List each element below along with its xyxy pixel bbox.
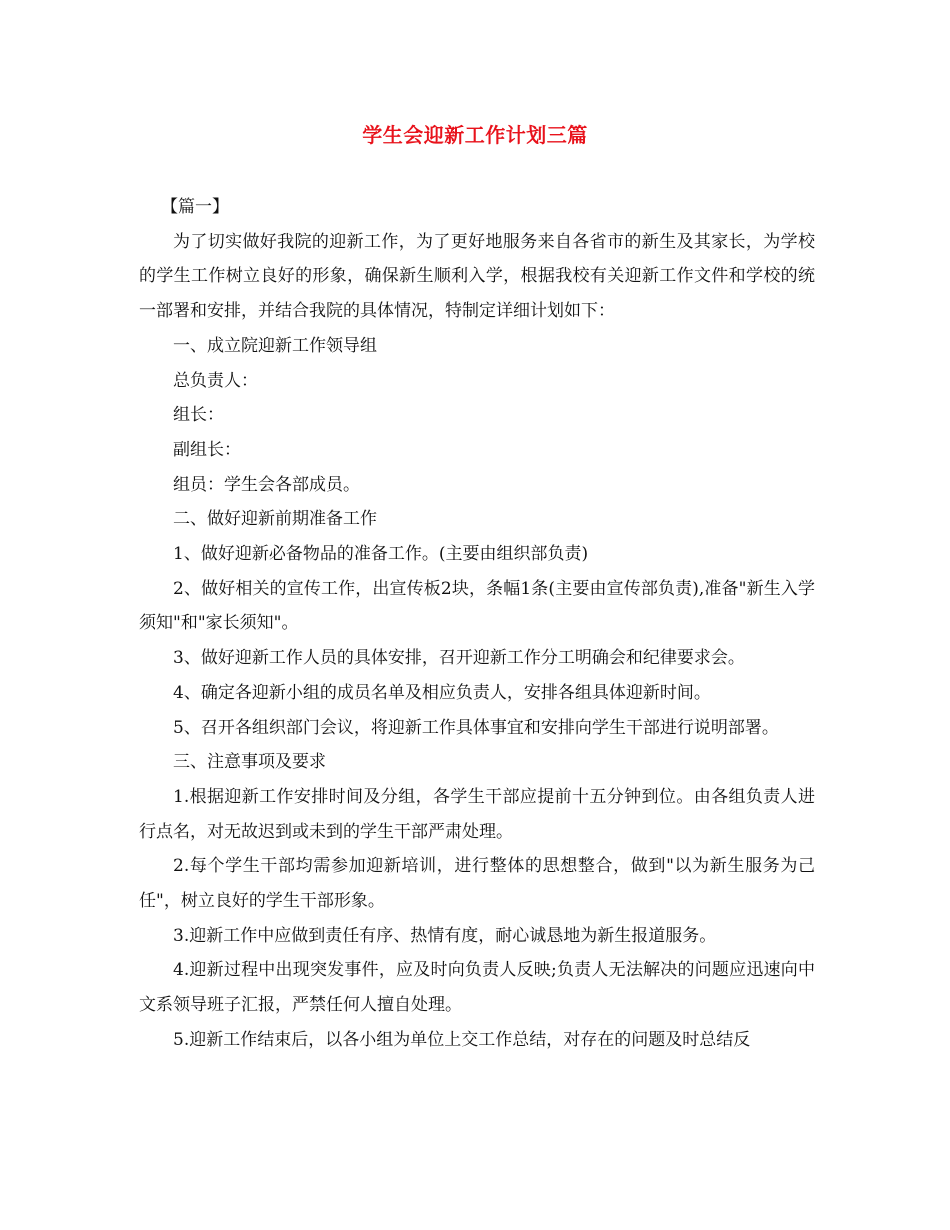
list-item: 2.每个学生干部均需参加迎新培训，进行整体的思想整合，做到"以为新生服务为己任"，树立良好的学生干部形象。	[139, 856, 815, 912]
list-item: 5、召开各组织部门会议，将迎新工作具体事宜和安排向学生干部进行说明部署。	[173, 717, 779, 738]
document-body	[139, 190, 815, 1058]
paragraph: 为了切实做好我院的迎新工作，为了更好地服务来自各省市的新生及其家长，为学校的学生工作树立良好的形象，确保新生顺利入学，根据我校有关迎新工作文件和学校的统一部署和安排，并结合我院的具体情况，特制定详细计划如下：	[139, 231, 815, 322]
paragraph: 副组长：	[173, 439, 241, 460]
list-item: 5.迎新工作结束后，以各小组为单位上交工作总结，对存在的问题及时总结反	[173, 1029, 751, 1050]
section-heading: 二、做好迎新前期准备工作	[173, 509, 377, 530]
section-heading: 一、成立院迎新工作领导组	[173, 335, 377, 356]
list-item: 3.迎新工作中应做到责任有序、热情有度，耐心诚恳地为新生报道服务。	[173, 925, 717, 946]
list-item: 4.迎新过程中出现突发事件，应及时向负责人反映;负责人无法解决的问题应迅速向中文系领导班子汇报，严禁任何人擅自处理。	[139, 960, 815, 1016]
list-item: 3、做好迎新工作人员的具体安排，召开迎新工作分工明确会和纪律要求会。	[173, 648, 745, 669]
list-item: 2、做好相关的宣传工作，出宣传板2块，条幅1条(主要由宣传部负责),准备"新生入学须知"和"家长须知"。	[139, 578, 815, 634]
paragraph: 总负责人：	[173, 370, 258, 391]
section-heading: 三、注意事项及要求	[173, 752, 326, 773]
section-label: 【篇一】	[161, 197, 229, 217]
list-item: 4、确定各迎新小组的成员名单及相应负责人，安排各组具体迎新时间。	[173, 682, 711, 703]
paragraph: 组长：	[173, 405, 224, 426]
document-title: 学生会迎新工作计划三篇	[362, 123, 588, 147]
list-item: 1.根据迎新工作安排时间及分组，各学生干部应提前十五分钟到位。由各组负责人进行点名，对无故迟到或未到的学生干部严肃处理。	[139, 786, 815, 842]
paragraph: 组员：学生会各部成员。	[173, 474, 360, 495]
list-item: 1、做好迎新必备物品的准备工作。(主要由组织部负责)	[173, 544, 589, 565]
